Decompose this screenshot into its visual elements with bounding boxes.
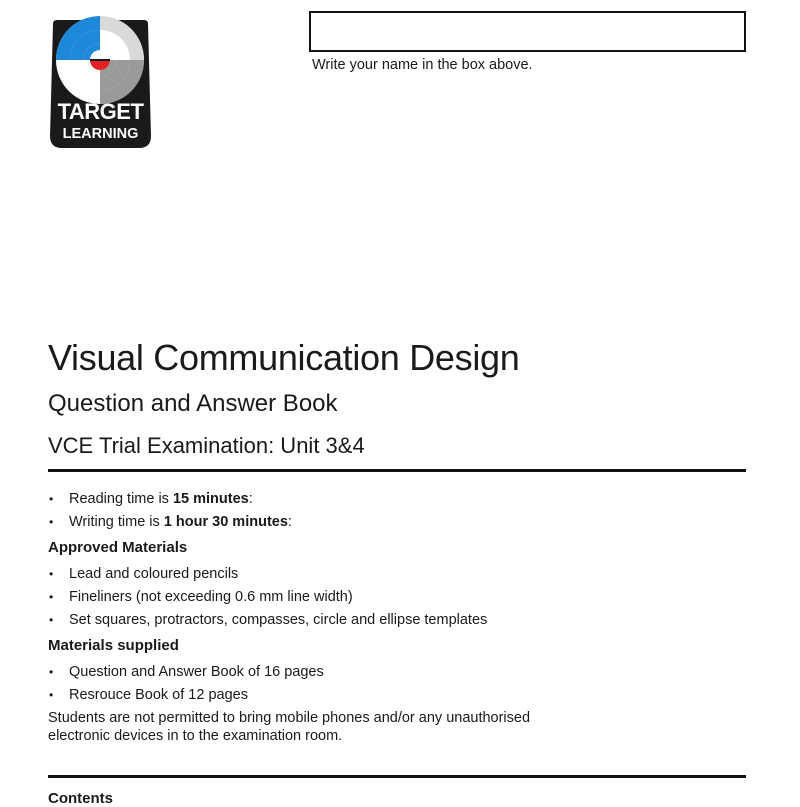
document-title: Visual Communication Design [48, 337, 520, 378]
list-item: • Fineliners (not exceeding 0.6 mm line width) [48, 586, 748, 609]
writing-time-value: 1 hour 30 minutes [163, 514, 288, 530]
reading-time-prefix: Reading time is [69, 491, 173, 507]
divider-bottom [48, 775, 746, 778]
logo-line-1: TARGET [57, 99, 144, 124]
reading-time-value: 15 minutes [172, 491, 249, 507]
exam-name: VCE Trial Examination: Unit 3&4 [48, 433, 365, 458]
list-item: • Set squares, protractors, compasses, circle and ellipse templates [48, 609, 748, 632]
time-list [48, 488, 748, 534]
approved-materials-list [48, 563, 748, 632]
writing-time [48, 511, 748, 534]
reading-time [48, 488, 748, 511]
logo-line-2: LEARNING [62, 126, 139, 142]
list-item: • Lead and coloured pencils [48, 563, 748, 586]
reading-time-suffix: : [248, 491, 253, 507]
student-name-box[interactable] [309, 11, 746, 52]
document-subtitle: Question and Answer Book [48, 390, 338, 417]
target-learning-logo [49, 10, 152, 150]
divider-top [48, 469, 746, 472]
note-line-2: electronic devices in to the examination room. [48, 728, 343, 744]
writing-time-suffix: : [287, 514, 292, 530]
note-line-1: Students are not permitted to bring mobile phones and/or any unauthorised [48, 710, 531, 726]
contents-heading: Contents [48, 790, 113, 807]
materials-supplied-list [48, 661, 748, 707]
device-policy-note [48, 709, 748, 745]
list-item: • Resrouce Book of 12 pages [48, 684, 748, 707]
materials-supplied-heading: Materials supplied [48, 637, 179, 654]
approved-materials-heading: Approved Materials [48, 539, 188, 556]
list-item: • Question and Answer Book of 16 pages [48, 661, 748, 684]
writing-time-prefix: Writing time is [69, 514, 164, 530]
name-box-instruction: Write your name in the box above. [312, 57, 533, 73]
exam-details [48, 488, 748, 745]
